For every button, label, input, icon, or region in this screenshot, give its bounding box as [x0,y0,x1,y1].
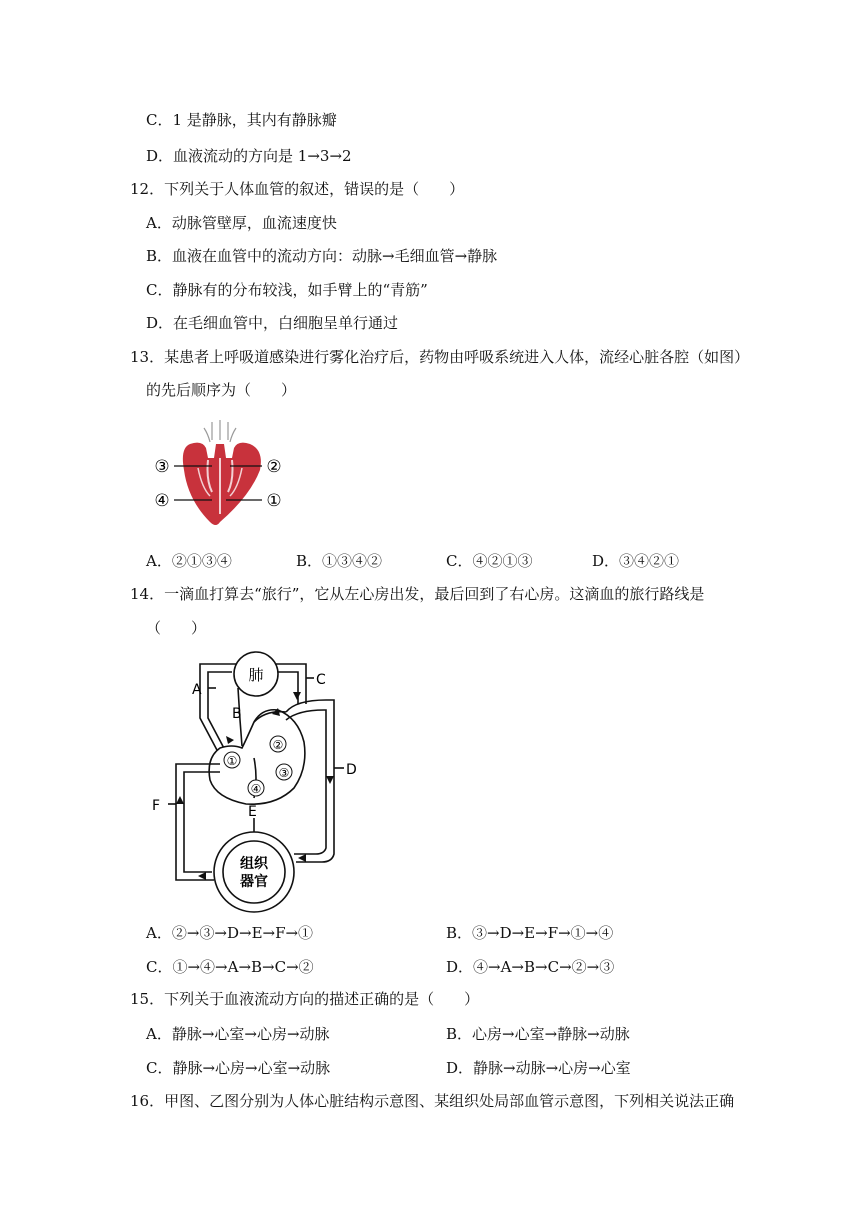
q14-circulation-diagram [146,648,366,914]
q14-option-d: D．④→A→B→C→②→③ [446,958,615,976]
q14-label-a: A [192,682,202,698]
q15-stem: 15．下列关于血液流动方向的描述正确的是（ ） [130,990,480,1008]
q13-option-d: D．③④②① [592,552,680,570]
q16-stem: 16．甲图、乙图分别为人体心脏结构示意图、某组织处局部血管示意图，下列相关说法正确 [130,1092,735,1110]
q15-option-b: B．心房→心室→静脉→动脉 [446,1025,630,1043]
q14-label-c: C [316,672,326,688]
q13-label-3: ③ [154,457,170,477]
q14-chamber-1: ① [226,754,238,768]
q11-option-d: D．血液流动的方向是 1→3→2 [146,147,352,165]
q13-option-b: B．①③④② [296,552,383,570]
q14-label-d: D [346,762,357,778]
q14-label-f: F [152,798,161,814]
q14-organ-label-2: 器官 [240,874,268,890]
q13-option-a: A．②①③④ [146,552,232,570]
arrow-capillary [298,854,306,862]
q12-stem: 12．下列关于人体血管的叙述，错误的是（ ） [130,180,465,198]
q12-option-c: C．静脉有的分布较浅，如手臂上的“青筋” [146,281,428,299]
q12-option-d: D．在毛细血管中，白细胞呈单行通过 [146,314,399,332]
arrow-pulmonary-artery [226,736,234,744]
q14-chamber-2: ② [272,738,284,752]
q14-chamber-4: ④ [250,782,262,796]
q14-stem-line2: （ ） [146,619,207,637]
q14-stem-line1: 14．一滴血打算去“旅行”，它从左心房出发，最后回到了右心房。这滴血的旅行路线是 [130,585,705,603]
arrow-bottom [198,872,206,880]
q13-label-2: ② [266,457,282,477]
q13-stem-line2: 的先后顺序为（ ） [146,381,297,399]
q13-heart-figure [150,418,290,530]
q13-stem-line1: 13．某患者上呼吸道感染进行雾化治疗后，药物由呼吸系统进入人体，流经心脏各腔（如图） [130,348,750,366]
q14-lung-label: 肺 [248,666,264,684]
q14-option-b: B．③→D→E→F→①→④ [446,924,614,942]
heart-shape [183,443,261,525]
q14-chamber-3: ③ [278,766,290,780]
q13-option-c: C．④②①③ [446,552,533,570]
q15-option-a: A．静脉→心室→心房→动脉 [146,1025,330,1043]
q12-option-b: B．血液在血管中的流动方向：动脉→毛细血管→静脉 [146,247,498,265]
arrow-aorta [326,776,334,784]
q14-label-b: B [232,706,242,722]
q15-option-c: C．静脉→心房→心室→动脉 [146,1059,331,1077]
q14-organ-label-1: 组织 [240,856,268,872]
q14-label-e: E [248,804,257,820]
q11-option-c: C．1 是静脉，其内有静脉瓣 [146,111,337,129]
q15-option-d: D．静脉→动脉→心房→心室 [446,1059,631,1077]
q14-option-a: A．②→③→D→E→F→① [146,924,314,942]
arrow-vena-cava [176,796,184,804]
arrow-pulmonary-vein [293,692,301,700]
q14-option-c: C．①→④→A→B→C→② [146,958,314,976]
q13-label-1: ① [266,491,282,511]
q12-option-a: A．动脉管壁厚，血流速度快 [146,214,337,232]
q13-label-4: ④ [154,491,170,511]
